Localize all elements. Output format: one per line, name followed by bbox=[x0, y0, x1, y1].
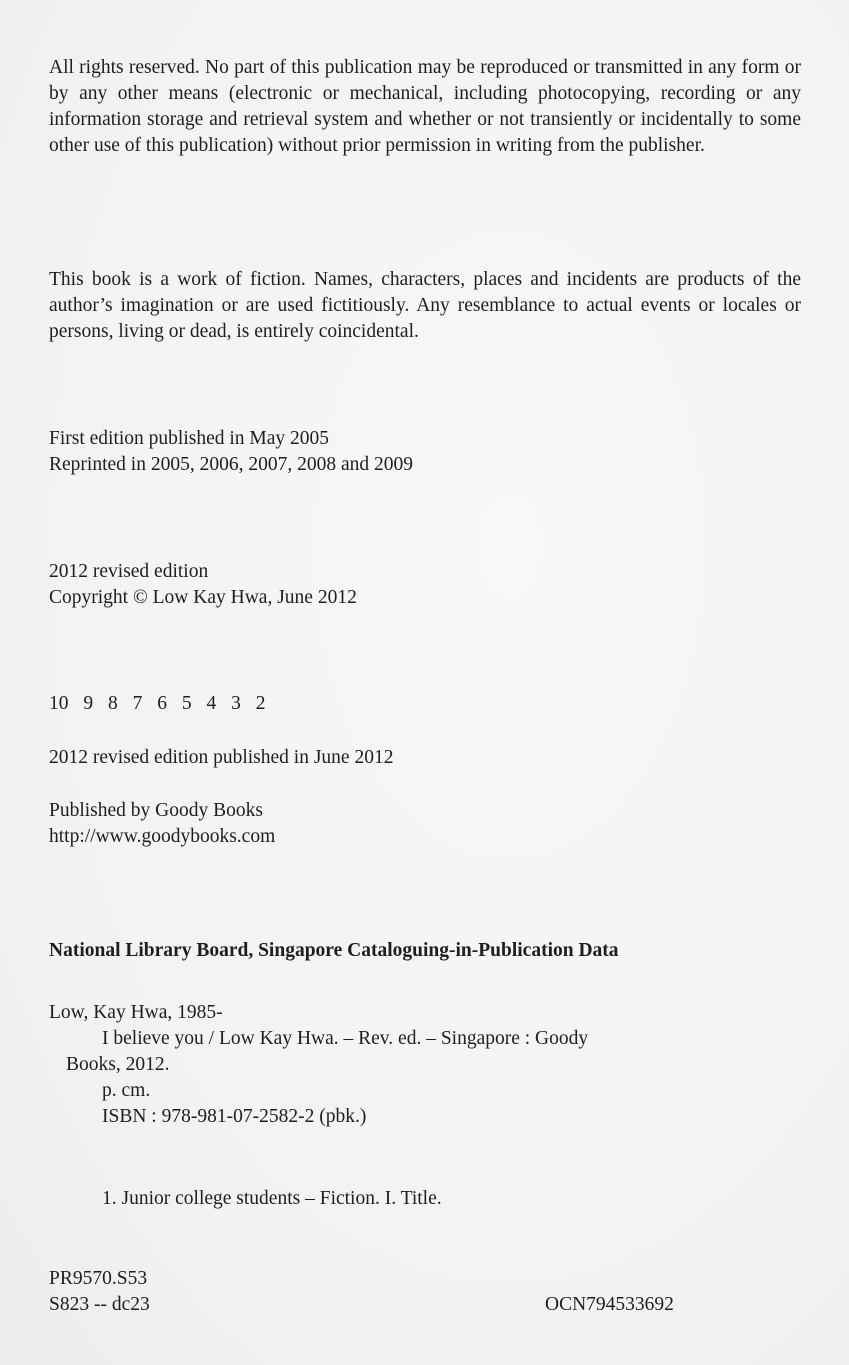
cip-subject-block bbox=[49, 1186, 801, 1212]
publisher-block bbox=[49, 798, 801, 850]
first-edition-line: First edition published in May 2005 bbox=[49, 428, 330, 449]
printing-line bbox=[49, 691, 801, 717]
cip-title-line-1: I believe you / Low Kay Hwa. – Rev. ed. – Singapore : Goody bbox=[102, 1028, 589, 1049]
publisher-name: Published by Goody Books bbox=[49, 800, 263, 821]
cip-oclc-number: OCN794533692 bbox=[545, 1294, 674, 1315]
cip-pages: p. cm. bbox=[102, 1080, 151, 1101]
cip-class-1: PR9570.S53 bbox=[49, 1268, 148, 1289]
cip-heading-block bbox=[49, 938, 801, 964]
fiction-disclaimer: This book is a work of fiction. Names, characters, places and incidents are products of the author’s imagination or are used fictitiously. Any resemblance to actual events or locales or persons, living or dead, is entirely coincidental. bbox=[49, 269, 801, 342]
cip-record bbox=[49, 1000, 801, 1130]
cip-class-2: S823 -- dc23 bbox=[49, 1294, 150, 1315]
rights-paragraph: All rights reserved. No part of this publication may be reproduced or transmitted in any form or by any other means (electronic or mechanical, including photocopying, recording or any information storage and retrieval system and whether or not transiently or incidentally to some other use of this publication) without prior permission in writing from the publisher. bbox=[49, 57, 801, 156]
copyright-line: Copyright © Low Kay Hwa, June 2012 bbox=[49, 587, 357, 608]
cip-title-line-2: Books, 2012. bbox=[66, 1054, 170, 1075]
cip-isbn: ISBN : 978-981-07-2582-2 (pbk.) bbox=[102, 1106, 367, 1127]
cip-author-entry: Low, Kay Hwa, 1985- bbox=[49, 1002, 223, 1023]
cip-subject: 1. Junior college students – Fiction. I. Title. bbox=[102, 1188, 442, 1209]
cip-classification bbox=[49, 1266, 801, 1318]
revised-published-block bbox=[49, 745, 801, 771]
revised-published-line: 2012 revised edition published in June 2012 bbox=[49, 747, 394, 768]
reprint-line: Reprinted in 2005, 2006, 2007, 2008 and 2009 bbox=[49, 454, 413, 475]
printing-number-line: 10 9 8 7 6 5 4 3 2 bbox=[49, 693, 266, 714]
edition-history bbox=[49, 426, 801, 478]
revised-edition-block bbox=[49, 559, 801, 611]
publisher-url: http://www.goodybooks.com bbox=[49, 826, 276, 847]
revised-edition-line: 2012 revised edition bbox=[49, 561, 209, 582]
cip-heading: National Library Board, Singapore Cataloguing-in-Publication Data bbox=[49, 940, 619, 961]
